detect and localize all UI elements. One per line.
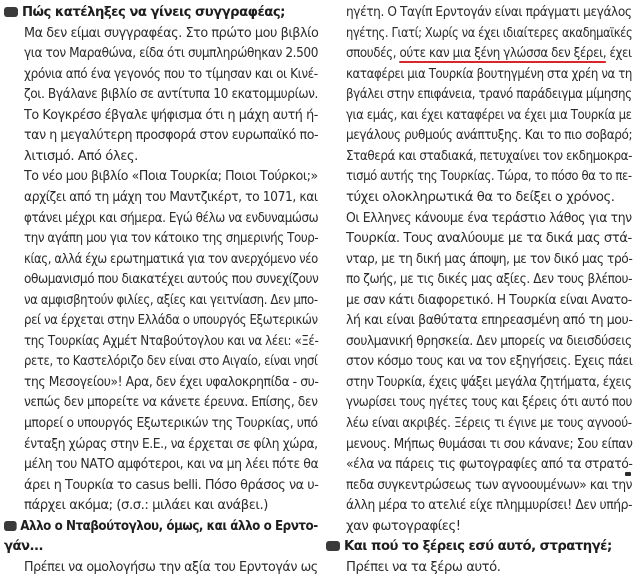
paragraph-line: με σαν κάτι διαφορετικό. Η Τουρκία είναι Ανατο- (346, 292, 632, 308)
paragraph-line: τύχει ολοκληρωτικά θα το δείξει ο χρόνος. (346, 189, 615, 205)
paragraph-line: Μα δεν είμαι συγγραφέας. Στο πρώτο μου βιβλίο (24, 25, 319, 41)
paragraph-line: πάρχει ακόμα; (σ.σ.: μιλάει και ανάβει.) (24, 498, 268, 514)
paragraph-line: ρετε, το Καστελόριζο δεν είναι στο Αιγαίο, είναι νησί (24, 354, 318, 370)
paragraph-line-with-highlight (346, 44, 632, 64)
paragraph-line: φτάνει μέχρι και σήμερα. Εγώ θέλω να ενδυναμώσω (24, 210, 319, 226)
heading-text: Πώς κατέληξες να γίνεις συγγραφέας; (22, 5, 285, 20)
square-bullet-icon (326, 541, 340, 551)
paragraph-line: για τον Μαραθώνα, είδα ότι συμπληρώθηκαν 2.500 (24, 46, 318, 62)
paragraph-line: να αμφισβητούν φιλίες, αξίες και γειτνίαση. Δεν μπο- (24, 292, 318, 308)
heading-text: Και πού το ξέρεις εσύ αυτό, στρατηγέ; (344, 539, 612, 555)
paragraph-line: στον κόσμο τους και να τον εξηγήσεις. Εχεις πάει (346, 354, 633, 370)
paragraph-line: λιτισμό. Από όλες. (24, 148, 138, 164)
heading-text: Αλλο ο Νταβούτογλου, όμως, και άλλο ο Ερντο- (20, 518, 318, 534)
paragraph-line: άλλη μέρα το ατελιέ είχε πλημμυρίσει! Δεν υπήρ- (346, 498, 633, 514)
paragraph-line: χρόνια από ένα γεγονός που το τίμησαν και οι Κινέ- (24, 66, 318, 82)
paragraph-line: καταφέρει μια Τουρκία βουτηγμένη στα χρέη να τη (346, 66, 632, 82)
paragraph-line: βγάλει στην επιφάνεια, τρανό παράδειγμα μίμησης (346, 87, 632, 103)
paragraph-line: οθωμανισμό που διακατέχει αυτούς που συνεχίζουν (24, 272, 319, 288)
paragraph-line: τισμό αυτής της Τουρκίας. Τώρα, το πόσο θα το πε- (346, 169, 632, 185)
paragraph-line: Σταθερά και σταδιακά, πετυχαίνει τον εκδημοκρα- (346, 148, 632, 164)
paragraph-line: νεπώς δεν μπορείτε να κάνετε έρευνα. Επίσης, δεν (24, 395, 318, 411)
text-segment: έχει (606, 46, 632, 62)
paragraph-line: μέλη του ΝΑΤΟ αμφότεροι, και να μη λέει πότε θα (24, 457, 319, 473)
square-bullet-icon (4, 7, 18, 17)
paragraph-line: γνωρίσει τους ηγέτες τους και ξέρεις ότι αυτό που (346, 395, 632, 411)
paragraph-line: στην Τουρκία, έχεις ψάξει μεγάλα ζητήματα, έχεις (346, 374, 632, 390)
paragraph-line: μενους. Μήπως θυμάσαι τι σου κάνανε; Σου είπαν (346, 436, 633, 452)
paragraph-line: «έλα να πάρεις τις φωτογραφίες από τα στρατό- (346, 457, 633, 473)
paragraph-line: για εμάς, και έχει καταφέρει να έχει μια Τουρκία με (346, 107, 632, 123)
paragraph-line: Το νέο μου βιβλίο «Ποια Τουρκία; Ποιοι Τούρκοι;» (24, 169, 318, 185)
heading-davutoglu-erdogan (4, 517, 318, 537)
paragraph-line: μπορεί ο υπουργός Εξωτερικών της Τουρκίας, υπό (24, 416, 318, 431)
paragraph-line: ρεί να έρχεται στην Ελλάδα ο υπουργός Εξωτερικών (24, 313, 318, 329)
paragraph-line: ηγέτης. Γιατί; Χωρίς να έχει ιδιαίτερες ακαδημαϊκές (346, 25, 633, 41)
paragraph-line: Πρέπει να ομολογήσω την αξία του Ερντογάν ως (24, 559, 318, 575)
paragraph-line: αρχίζει από τη μάχη του Μαντζικέρτ, το 1071, και (24, 189, 318, 205)
paragraph-line: ταν η μεγαλύτερη προσφορά στον ευρωπαϊκό πο- (24, 128, 319, 144)
paragraph-line: Τουρκία. Τους αναλύουμε με τα δικά μας στά- (346, 231, 632, 247)
paragraph-line: ένταξη χώρας στην Ε.Ε., να έρχεται σε φίλη χώρα, (24, 436, 318, 452)
heading-how-did-you-become-writer (4, 3, 285, 23)
text-segment: σπουδές, (346, 46, 400, 62)
paragraph-line: την αγάπη μου για τον κάτοικο της σημερινής Τουρ- (24, 231, 319, 247)
paragraph-line: νταρ, με τη δική μας άποψη, με τον δικό μας τρό- (346, 251, 633, 267)
paragraph-line: Πρέπει να τα ξέρω αυτό. (346, 559, 501, 575)
paragraph-line: ζοι. Βγάλανε βιβλίο σε αντίτυπα 10 εκατομμυρίων. (24, 87, 318, 103)
paragraph-line: μεγάλους ρυθμούς ανάπτυξης. Και το πιο σοβαρό; (346, 128, 633, 144)
paragraph-line: λέω είναι ακριβές. Ξέρεις τι έγινε με τους αγνοού- (346, 416, 632, 431)
paragraph-line: πεδα συγκεντρώσεως των αγνοουμένων» και την (346, 477, 633, 493)
paragraph-line: λή και είναι βαθύτατα επηρεασμένη από τη μου- (346, 313, 633, 329)
square-bullet-icon (4, 521, 17, 531)
paragraph-line: σουλμανική θρησκεία. Δεν μπορείς να διεισδύσεις (346, 333, 632, 349)
heading-davutoglu-erdogan-cont: γάν... (4, 539, 44, 555)
paragraph-line: της Μεσογείου»! Αρα, δεν έχει υφαλοκρηπίδα - συ- (24, 374, 319, 390)
paragraph-line: Το Κογκρέσο έβγαλε ψήφισμα ότι η μάχη αυτή ή- (24, 107, 318, 123)
paragraph-line: της Τουρκίας Αχμέτ Νταβούτογλου και να λέει: «Ξέ- (24, 333, 319, 349)
end-mark-icon (625, 472, 631, 476)
heading-how-do-you-know (326, 537, 612, 557)
paragraph-line: άρει η Τουρκία το casus belli. Πόσο θράσος να υ- (24, 477, 319, 493)
paragraph-line: κίας, αλλά έχω ερωτηματικά για τον ανερχόμενο νέο (24, 251, 318, 267)
paragraph-line: πο ζωής, με τις δικές μας αξίες. Δεν τους βλέπου- (346, 272, 633, 288)
paragraph-line: ηγέτη. Ο Ταγίπ Ερντογάν είναι πράγματι μεγάλος (346, 5, 632, 20)
paragraph-line: Οι Ελληνες κάνουμε ένα τεράστιο λάθος για την (346, 210, 632, 226)
red-underlined-quote: ούτε καν μια ξένη γλώσσα δεν ξέρει, (399, 46, 607, 62)
paragraph-line: χαν φωτογραφίες! (346, 518, 461, 534)
